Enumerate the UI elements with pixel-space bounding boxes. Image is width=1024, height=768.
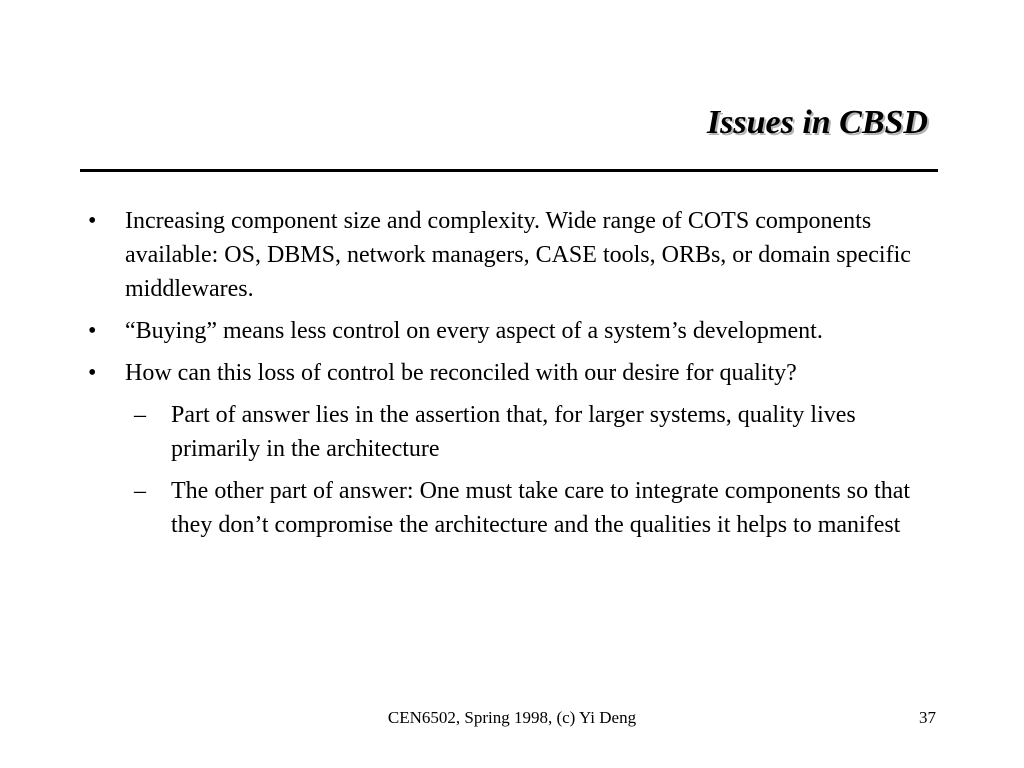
bullet-text: Increasing component size and complexity. Wide range of COTS components available: OS, DBMS, network managers, CASE tools, ORBs, or domain specific middlewares. (125, 208, 911, 302)
title-divider (80, 169, 938, 172)
slide-content (86, 204, 946, 550)
slide-title: Issues in CBSD (706, 104, 928, 141)
sub-bullet-item (86, 474, 946, 542)
sub-bullet-marker: – (134, 402, 146, 428)
sub-bullet-text: Part of answer lies in the assertion that, for larger systems, quality lives primarily in the architecture (171, 402, 856, 462)
sub-bullet-marker: – (134, 478, 146, 504)
bullet-item (86, 204, 946, 306)
bullet-text: How can this loss of control be reconciled with our desire for quality? (125, 360, 797, 386)
bullet-item (86, 356, 946, 390)
sub-bullet-item (86, 398, 946, 466)
bullet-marker: • (88, 360, 97, 386)
footer-credit: CEN6502, Spring 1998, (c) Yi Deng (387, 708, 637, 727)
bullet-item (86, 314, 946, 348)
bullet-marker: • (88, 208, 97, 234)
bullet-marker: • (88, 318, 97, 344)
sub-bullet-text: The other part of answer: One must take care to integrate components so that they don’t compromise the architecture and the qualities it helps to manifest (171, 478, 911, 538)
page-number: 37 (919, 708, 936, 727)
bullet-text: “Buying” means less control on every aspect of a system’s development. (125, 318, 823, 344)
